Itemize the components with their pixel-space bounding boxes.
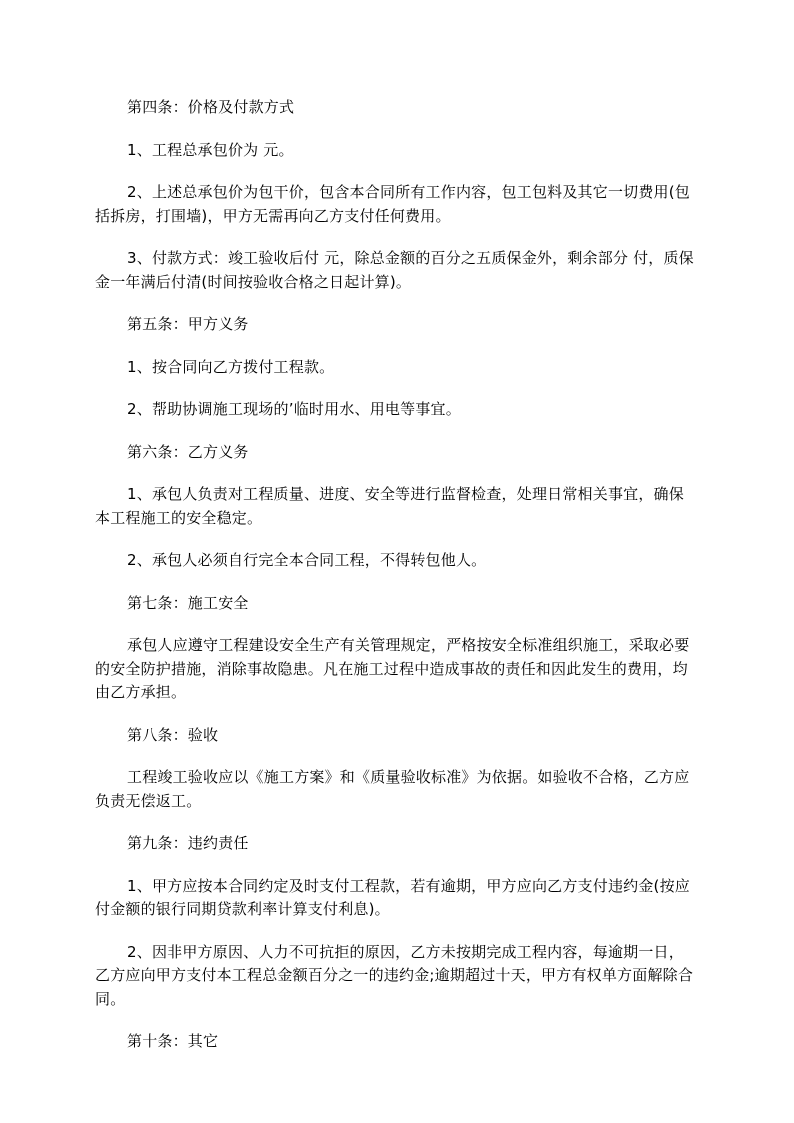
heading-article-5: 第五条：甲方义务	[127, 315, 249, 333]
clause-4-1: 1、工程总承包价为 元。	[127, 140, 294, 159]
heading-article-10: 第十条：其它	[127, 1032, 219, 1050]
clause-7-body: 承包人应遵守工程建设安全生产有关管理规定，严格按安全标准组织施工，采取必要的安全防护措施，消除事故隐患。凡在施工过程中造成事故的责任和因此发生的费用，均由乙方承担。	[95, 636, 690, 701]
clause-4-2: 2、上述总承包价为包干价，包含本合同所有工作内容，包工包料及其它一切费用(包括拆房，打围墙)，甲方无需再向乙方支付任何费用。	[95, 183, 690, 225]
heading-article-8: 第八条：验收	[127, 725, 219, 744]
clause-9-2: 2、因非甲方原因、人力不可抗拒的原因，乙方未按期完成工程内容，每逾期一日，乙方应向甲方支付本工程总金额百分之一的违约金;逾期超过十天，甲方有权单方面解除合同。	[95, 942, 694, 1008]
clause-8-body: 工程竣工验收应以《施工方案》和《质量验收标准》为依据。如验收不合格，乙方应负责无偿返工。	[95, 768, 690, 810]
clause-9-1: 1、甲方应按本合同约定及时支付工程款，若有逾期，甲方应向乙方支付违约金(按应付金额的银行同期贷款利率计算支付利息)。	[95, 876, 690, 918]
clause-5-1: 1、按合同向乙方拨付工程款。	[127, 357, 335, 376]
clause-5-2: 2、帮助协调施工现场的’临时用水、用电等事宜。	[127, 400, 461, 418]
clause-6-2: 2、承包人必须自行完全本合同工程，不得转包他人。	[127, 551, 487, 569]
heading-article-7: 第七条：施工安全	[127, 593, 249, 612]
clause-4-3: 3、付款方式：竣工验收后付 元，除总金额的百分之五质保金外，剩余部分 付，质保金一年满后付清(时间按验收合格之日起计算)。	[95, 249, 694, 291]
heading-article-6: 第六条：乙方义务	[127, 442, 249, 461]
document-page	[95, 96, 695, 1073]
heading-article-4: 第四条：价格及付款方式	[127, 98, 295, 116]
heading-article-9: 第九条：违约责任	[127, 834, 249, 852]
clause-6-1: 1、承包人负责对工程质量、进度、安全等进行监督检查，处理日常相关事宜，确保本工程施工的安全稳定。	[95, 485, 684, 527]
